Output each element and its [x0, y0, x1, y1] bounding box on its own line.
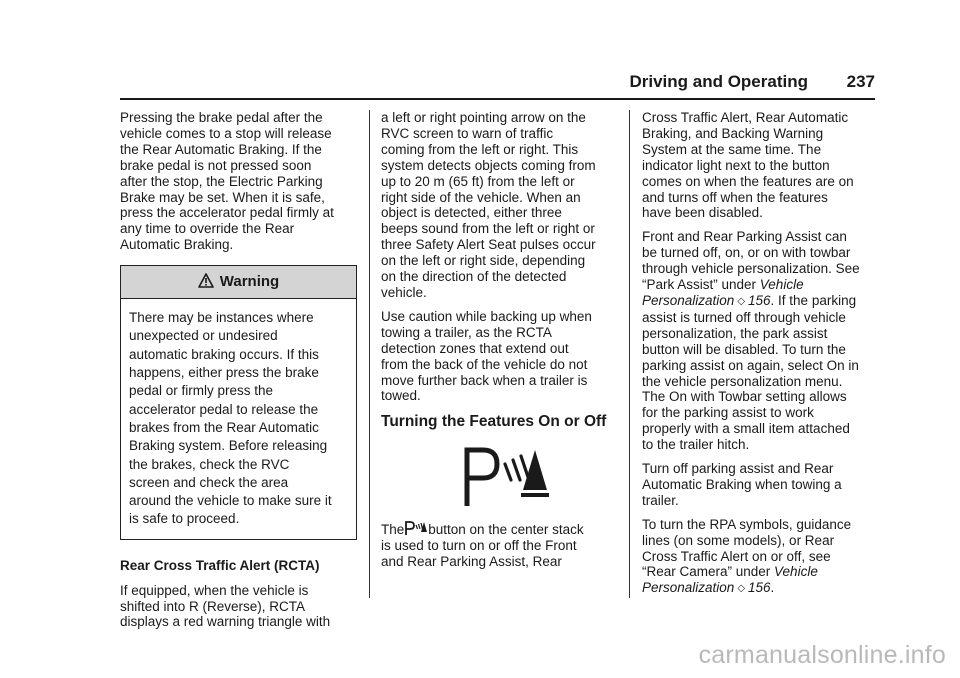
warning-title: Warning [219, 273, 280, 291]
cross-reference-link[interactable]: Vehicle [774, 564, 818, 580]
watermark: carmanualsonline.info [698, 641, 946, 669]
park-assist-button-icon [404, 520, 428, 536]
features-paragraph: Cross Traffic Alert, Rear Automatic Braking, and Backing Warning System at the same time. The indicator light next to the button comes on when the features are on and turns off when the features have been disabled. [642, 110, 854, 221]
towing-off-paragraph: Turn off parking assist and Rear Automatic Braking when towing a trailer. [642, 461, 842, 508]
button-paragraph: The button on the center stack is used to turn on or off the Front and Rear Parking Assist, Rear [381, 522, 584, 570]
park-assist-personalization-paragraph: Front and Rear Parking Assist can be turned off, on, or on with towbar through vehicle personalization. See “Park Assist” under Vehicle Personalization ◇ 156. If the parking assist is turned off through vehicle personalization, the park assist button will be disabled. To turn the parking assist on again, select On in the vehicle personalization menu. The On with Towbar setting allows for the parking assist to work properly with a small item attached to the trailer hitch. [642, 229, 860, 453]
page-header [120, 58, 875, 100]
cross-reference-link[interactable]: Personalization [642, 580, 735, 596]
cross-reference-link[interactable]: Vehicle [759, 277, 804, 293]
section-title: Driving and Operating [629, 72, 808, 91]
towing-caution-paragraph: Use caution while backing up when towing a trailer, as the RCTA detection zones that extend out from the back of the vehicle do not move further back when a trailer is towed. [381, 308, 592, 404]
column-divider [629, 110, 630, 598]
park-assist-symbol-icon [461, 444, 551, 508]
rcta-continued-paragraph: a left or right pointing arrow on the RVC screen to warn of traffic coming from the left or right. This system detects objects coming from up to 20 m (65 ft) from the left or right side of the vehicle. When an object is detected, either three beeps sound from the left or right or three Safety Alert Seat pulses occur on the left or right side, depending on the direction of the detected vehicle. [381, 110, 596, 300]
column-divider [369, 110, 370, 598]
column-3 [642, 110, 878, 605]
page-reference-number[interactable]: 156 [748, 292, 771, 308]
section-heading: Turning the Features On or Off [381, 413, 607, 431]
page-reference-icon: ◇ [737, 295, 746, 307]
column-1 [120, 110, 357, 638]
warning-box [120, 265, 357, 540]
rpa-symbols-paragraph: To turn the RPA symbols, guidance lines (on some models), or Rear Cross Traffic Alert on or off, see “Rear Camera” under Vehicle Personalization ◇ 156. [642, 516, 852, 596]
warning-triangle-icon [198, 273, 214, 291]
intro-paragraph: Pressing the brake pedal after the vehicle comes to a stop will release the Rear Automatic Braking. If the brake pedal is not pressed soon after the stop, the Electric Parking Brake may be set. When it is safe, press the accelerator pedal firmly at any time to override the Rear Automatic Braking. [120, 110, 334, 253]
page-number: 237 [846, 72, 875, 91]
warning-body: There may be instances where unexpected or undesired automatic braking occurs. If this happens, either press the brake pedal or firmly press the accelerator pedal to release the brakes from the Rear Automatic Braking system. Before releasing the brakes, check the RVC screen and check the area around the vehicle to make sure it is safe to proceed. [129, 310, 332, 527]
subheading-rcta: Rear Cross Traffic Alert (RCTA) [120, 557, 320, 573]
column-2 [381, 110, 616, 578]
page-reference-number[interactable]: 156 [748, 580, 771, 596]
cross-reference-link[interactable]: Personalization [642, 292, 735, 308]
warning-header [121, 266, 356, 299]
rcta-paragraph: If equipped, when the vehicle is shifted into R (Reverse), RCTA displays a red warning triangle with [120, 582, 331, 630]
page-reference-icon: ◇ [737, 583, 746, 595]
